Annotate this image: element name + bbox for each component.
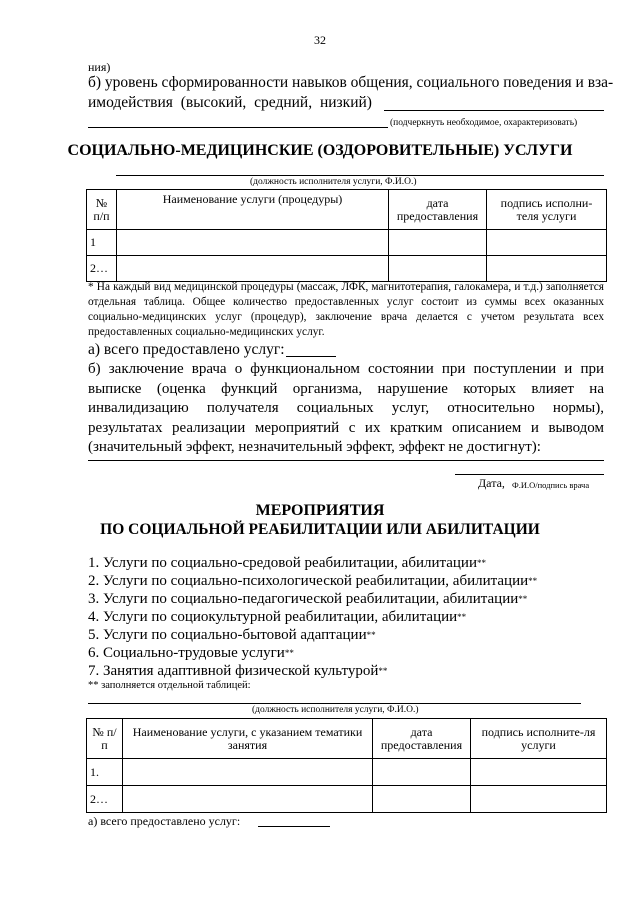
section-subtitle-rehab: ПО СОЦИАЛЬНОЙ РЕАБИЛИТАЦИИ ИЛИ АБИЛИТАЦИИ [100, 521, 540, 538]
doctor-conclusion: б) заключение врача о функциональном состоянии при поступлении и при выписке (оценка функций организма, нарушение которых влияет на инвалидизацию получателя социальных услуг, относительно нормы), результатах реализации мероприятий с их кратким описанием и выводом (значительный эффект, незначительный эффект, эффект не достигнут): [88, 361, 604, 455]
col-header-service: Наименование услуги (процедуры) [117, 190, 389, 230]
page-number: 32 [314, 33, 326, 47]
doctor-signature-hint: Ф.И.О/подпись врача [512, 480, 590, 490]
table-cell: 1 [87, 230, 117, 256]
skills-line-2: имодействия (высокий, средний, низкий) [88, 94, 372, 111]
medical-total-line [286, 356, 336, 357]
rehab-services-table [86, 718, 607, 813]
table-cell [471, 759, 607, 786]
list-item: 5. Услуги по социально-бытовой адаптации** [88, 627, 376, 643]
table-cell [373, 759, 471, 786]
rehab-total-line [258, 826, 330, 827]
medical-footnote: * На каждый вид медицинской процедуры (массаж, ЛФК, магнитотерапия, галокамера, и т.д.) заполняется отдельная таблица. Общее количество предоставленных услуг состоит из суммы всех оказанных социально-медицинских услуг (процедур), заключение врача делается с учетом результата всех предоставленных социально-медицинских услуг. [88, 281, 604, 338]
col-header-date: дата предоставления [389, 190, 487, 230]
skills-fill-line-2 [88, 127, 388, 128]
col-header-service: Наименование услуги, с указанием тематики занятия [123, 719, 373, 759]
list-item: 3. Услуги по социально-педагогической реабилитации, абилитации** [88, 591, 528, 607]
table-cell: 1. [87, 759, 123, 786]
skills-fill-line [384, 110, 604, 111]
table-row [87, 786, 607, 813]
section-title-medical: СОЦИАЛЬНО-МЕДИЦИНСКИЕ (ОЗДОРОВИТЕЛЬНЫЕ) УСЛУГИ [67, 142, 573, 159]
table-cell [487, 230, 607, 256]
table-cell: 2… [87, 256, 117, 282]
medical-services-table [86, 189, 607, 282]
separate-table-note: ** заполняется отдельной таблицей: [88, 680, 251, 691]
table-cell [373, 786, 471, 813]
table-cell [471, 786, 607, 813]
list-item: 2. Услуги по социально-психологической реабилитации, абилитации** [88, 573, 538, 589]
date-label: Дата, [478, 476, 505, 490]
table-header-row [87, 719, 607, 759]
executor-line [116, 175, 604, 176]
continued-text: ния) [88, 60, 111, 74]
col-header-number: № п/п [87, 719, 123, 759]
table-row [87, 256, 607, 282]
signature-line [455, 474, 604, 475]
table-cell: 2… [87, 786, 123, 813]
table-cell [389, 256, 487, 282]
list-item: 6. Социально-трудовые услуги** [88, 645, 294, 661]
executor-hint: (должность исполнителя услуги, Ф.И.О.) [250, 177, 417, 187]
executor-line-2 [88, 703, 581, 704]
skills-line-1: б) уровень сформированности навыков общения, социального поведения и вза- [88, 74, 614, 91]
table-cell [117, 230, 389, 256]
table-cell [487, 256, 607, 282]
col-header-signature: подпись исполни-теля услуги [487, 190, 607, 230]
executor-hint-2: (должность исполнителя услуги, Ф.И.О.) [252, 705, 419, 715]
col-header-date: дата предоставления [373, 719, 471, 759]
col-header-signature: подпись исполните-ля услуги [471, 719, 607, 759]
skills-hint: (подчеркнуть необходимое, охарактеризовать) [390, 118, 578, 128]
conclusion-line [88, 460, 604, 461]
table-cell [117, 256, 389, 282]
medical-total-label: а) всего предоставлено услуг: [88, 341, 285, 358]
list-item: 7. Занятия адаптивной физической культурой** [88, 663, 388, 679]
table-cell [123, 759, 373, 786]
table-row [87, 230, 607, 256]
table-cell [389, 230, 487, 256]
table-header-row [87, 190, 607, 230]
list-item: 4. Услуги по социокультурной реабилитации, абилитации** [88, 609, 467, 625]
section-title-measures: МЕРОПРИЯТИЯ [255, 502, 385, 519]
rehab-total-label: а) всего предоставлено услуг: [88, 814, 241, 828]
col-header-number: № п/п [87, 190, 117, 230]
list-item: 1. Услуги по социально-средовой реабилитации, абилитации** [88, 555, 486, 571]
table-row [87, 759, 607, 786]
table-cell [123, 786, 373, 813]
